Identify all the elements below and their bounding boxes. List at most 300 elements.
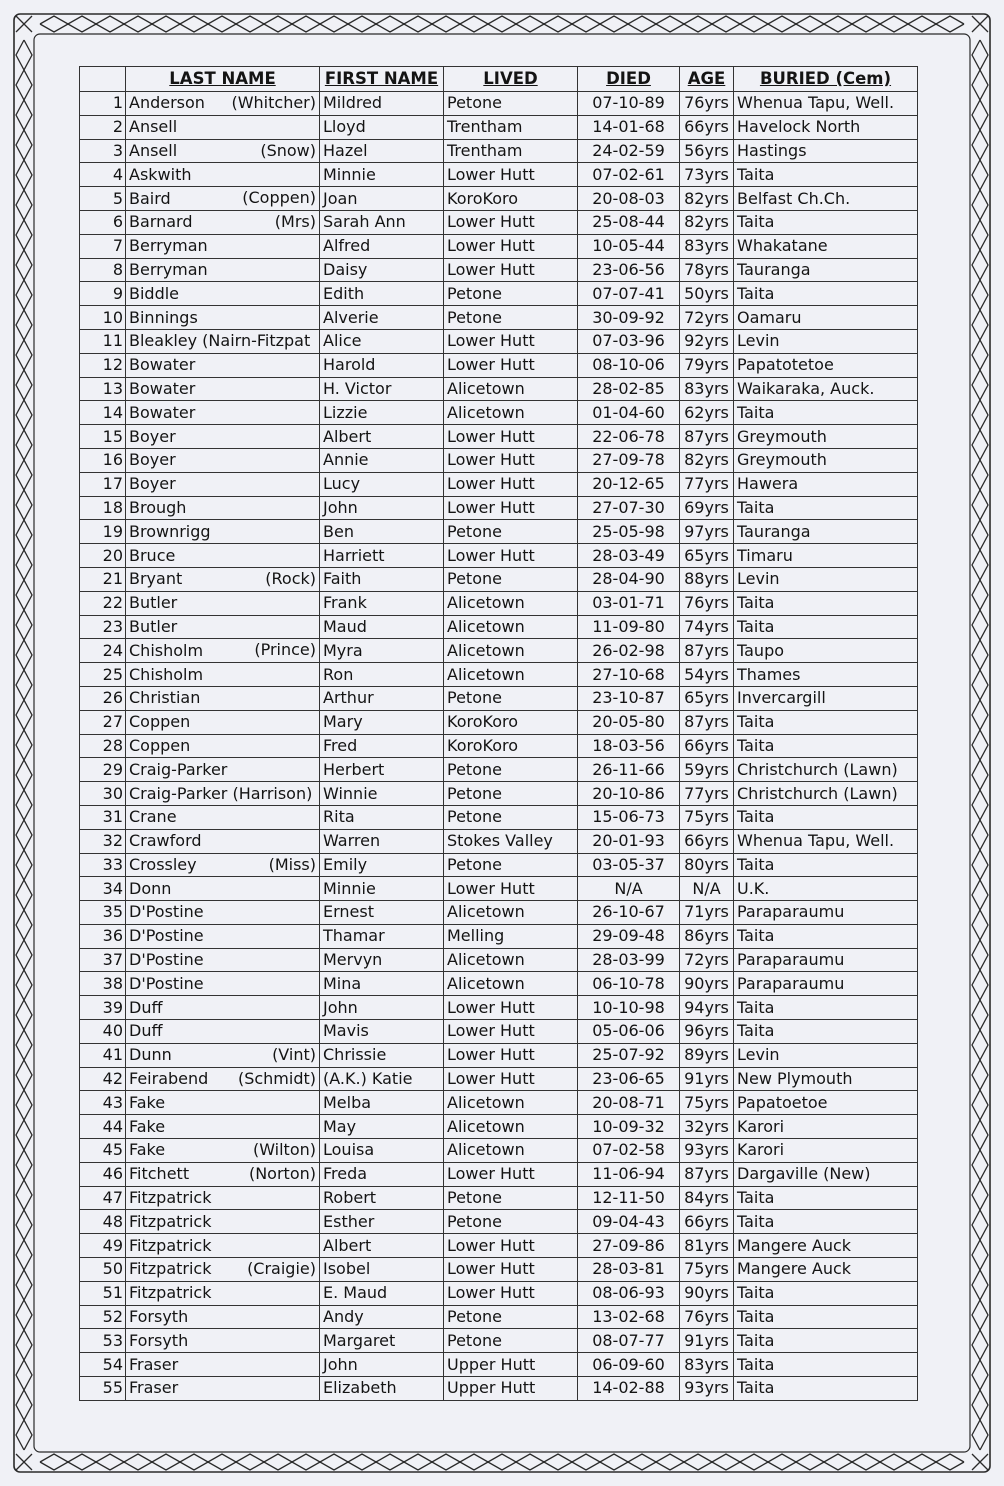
last-name-text: Ansell bbox=[129, 140, 178, 160]
died-cell: 20-08-03 bbox=[578, 187, 680, 211]
died-cell: 09-04-43 bbox=[578, 1210, 680, 1234]
last-name-cell bbox=[126, 496, 320, 520]
first-name-cell: Albert bbox=[320, 425, 444, 449]
age-cell: 87yrs bbox=[680, 639, 734, 663]
lived-cell: Lower Hutt bbox=[444, 210, 578, 234]
lived-cell: Alicetown bbox=[444, 663, 578, 687]
age-cell: 84yrs bbox=[680, 1186, 734, 1210]
age-cell: 66yrs bbox=[680, 115, 734, 139]
buried-cell: Taita bbox=[734, 1210, 918, 1234]
buried-cell: Taita bbox=[734, 401, 918, 425]
first-name-cell: Emily bbox=[320, 853, 444, 877]
first-name-cell: Ben bbox=[320, 520, 444, 544]
lived-cell: Lower Hutt bbox=[444, 448, 578, 472]
last-name-text: Crane bbox=[129, 807, 177, 827]
age-cell: 91yrs bbox=[680, 1329, 734, 1353]
last-name-cell bbox=[126, 258, 320, 282]
age-cell: 80yrs bbox=[680, 853, 734, 877]
row-number: 46 bbox=[80, 1162, 126, 1186]
last-name-cell bbox=[126, 329, 320, 353]
row-number: 16 bbox=[80, 448, 126, 472]
age-cell: 71yrs bbox=[680, 901, 734, 925]
last-name-cell bbox=[126, 924, 320, 948]
alternate-name-text: (Mrs) bbox=[274, 211, 316, 231]
table-row bbox=[80, 1115, 918, 1139]
buried-cell: Papatoetoe bbox=[734, 1091, 918, 1115]
lived-cell: Petone bbox=[444, 1210, 578, 1234]
row-number: 55 bbox=[80, 1377, 126, 1401]
died-cell: 25-05-98 bbox=[578, 520, 680, 544]
table-row bbox=[80, 805, 918, 829]
table-row bbox=[80, 544, 918, 568]
buried-cell: U.K. bbox=[734, 877, 918, 901]
last-name-text: Barnard bbox=[129, 212, 193, 232]
died-cell: 05-06-06 bbox=[578, 1020, 680, 1044]
first-name-cell: Mary bbox=[320, 710, 444, 734]
first-name-cell: Hazel bbox=[320, 139, 444, 163]
table-row bbox=[80, 520, 918, 544]
age-cell: 50yrs bbox=[680, 282, 734, 306]
row-number: 30 bbox=[80, 782, 126, 806]
table-row bbox=[80, 877, 918, 901]
died-cell: 10-09-32 bbox=[578, 1115, 680, 1139]
lived-cell: Alicetown bbox=[444, 401, 578, 425]
first-name-cell: Louisa bbox=[320, 1139, 444, 1163]
row-number: 25 bbox=[80, 663, 126, 687]
age-cell: 73yrs bbox=[680, 163, 734, 187]
last-name-cell bbox=[126, 234, 320, 258]
age-cell: 90yrs bbox=[680, 1281, 734, 1305]
lived-cell: Trentham bbox=[444, 115, 578, 139]
buried-cell: Taita bbox=[734, 710, 918, 734]
last-name-text: Boyer bbox=[129, 474, 176, 494]
buried-cell: Timaru bbox=[734, 544, 918, 568]
row-number: 26 bbox=[80, 686, 126, 710]
alternate-name-text: (Whitcher) bbox=[231, 93, 316, 112]
table-row bbox=[80, 972, 918, 996]
lived-cell: Alicetown bbox=[444, 901, 578, 925]
buried-cell: Taita bbox=[734, 591, 918, 615]
table-row bbox=[80, 948, 918, 972]
last-name-cell bbox=[126, 115, 320, 139]
table-row bbox=[80, 187, 918, 211]
buried-cell: Taita bbox=[734, 210, 918, 234]
died-cell: 30-09-92 bbox=[578, 306, 680, 330]
table-row bbox=[80, 567, 918, 591]
header-died: DIED bbox=[578, 67, 680, 92]
row-number: 11 bbox=[80, 329, 126, 353]
age-cell: 59yrs bbox=[680, 758, 734, 782]
row-number: 43 bbox=[80, 1091, 126, 1115]
row-number: 41 bbox=[80, 1043, 126, 1067]
age-cell: 74yrs bbox=[680, 615, 734, 639]
buried-cell: Taita bbox=[734, 1020, 918, 1044]
row-number: 54 bbox=[80, 1353, 126, 1377]
row-number: 38 bbox=[80, 972, 126, 996]
lived-cell: Alicetown bbox=[444, 972, 578, 996]
table-row bbox=[80, 782, 918, 806]
first-name-cell: Annie bbox=[320, 448, 444, 472]
buried-cell: Levin bbox=[734, 1043, 918, 1067]
last-name-text: Fake bbox=[129, 1092, 166, 1112]
died-cell: 26-02-98 bbox=[578, 639, 680, 663]
age-cell: 78yrs bbox=[680, 258, 734, 282]
died-cell: 20-10-86 bbox=[578, 782, 680, 806]
first-name-cell: Esther bbox=[320, 1210, 444, 1234]
died-cell: 20-12-65 bbox=[578, 472, 680, 496]
row-number: 12 bbox=[80, 353, 126, 377]
first-name-cell: John bbox=[320, 1353, 444, 1377]
age-cell: 65yrs bbox=[680, 544, 734, 568]
table-row bbox=[80, 1329, 918, 1353]
first-name-cell: Freda bbox=[320, 1162, 444, 1186]
row-number: 28 bbox=[80, 734, 126, 758]
first-name-cell: Thamar bbox=[320, 924, 444, 948]
died-cell: 28-03-99 bbox=[578, 948, 680, 972]
buried-cell: Taita bbox=[734, 496, 918, 520]
lived-cell: Lower Hutt bbox=[444, 1162, 578, 1186]
table-row bbox=[80, 1043, 918, 1067]
age-cell: 81yrs bbox=[680, 1234, 734, 1258]
row-number: 6 bbox=[80, 210, 126, 234]
lived-cell: Lower Hutt bbox=[444, 877, 578, 901]
lived-cell: KoroKoro bbox=[444, 187, 578, 211]
age-cell: 79yrs bbox=[680, 353, 734, 377]
row-number: 35 bbox=[80, 901, 126, 925]
lived-cell: Lower Hutt bbox=[444, 163, 578, 187]
row-number: 34 bbox=[80, 877, 126, 901]
last-name-cell bbox=[126, 901, 320, 925]
died-cell: 14-01-68 bbox=[578, 115, 680, 139]
buried-cell: Christchurch (Lawn) bbox=[734, 782, 918, 806]
buried-cell: Taita bbox=[734, 853, 918, 877]
last-name-cell bbox=[126, 1353, 320, 1377]
row-number: 51 bbox=[80, 1281, 126, 1305]
last-name-cell bbox=[126, 1234, 320, 1258]
table-row bbox=[80, 853, 918, 877]
last-name-text: Duff bbox=[129, 997, 163, 1017]
last-name-cell bbox=[126, 710, 320, 734]
age-cell: 75yrs bbox=[680, 805, 734, 829]
buried-cell: Karori bbox=[734, 1115, 918, 1139]
last-name-text: Christian bbox=[129, 688, 201, 708]
first-name-cell: (A.K.) Katie bbox=[320, 1067, 444, 1091]
died-cell: 28-03-81 bbox=[578, 1258, 680, 1282]
row-number: 19 bbox=[80, 520, 126, 544]
age-cell: 54yrs bbox=[680, 663, 734, 687]
table-row bbox=[80, 92, 918, 116]
lived-cell: Lower Hutt bbox=[444, 472, 578, 496]
first-name-cell: Joan bbox=[320, 187, 444, 211]
row-number: 37 bbox=[80, 948, 126, 972]
table-row bbox=[80, 163, 918, 187]
last-name-text: Fitzpatrick bbox=[129, 1283, 212, 1303]
last-name-cell bbox=[126, 92, 320, 116]
table-row bbox=[80, 758, 918, 782]
died-cell: 12-11-50 bbox=[578, 1186, 680, 1210]
died-cell: 07-02-61 bbox=[578, 163, 680, 187]
age-cell: 91yrs bbox=[680, 1067, 734, 1091]
table-row bbox=[80, 1305, 918, 1329]
died-cell: 08-07-77 bbox=[578, 1329, 680, 1353]
table-row bbox=[80, 496, 918, 520]
row-number: 42 bbox=[80, 1067, 126, 1091]
age-cell: 76yrs bbox=[680, 591, 734, 615]
table-row bbox=[80, 377, 918, 401]
last-name-cell bbox=[126, 1115, 320, 1139]
table-row bbox=[80, 615, 918, 639]
first-name-cell: Fred bbox=[320, 734, 444, 758]
buried-cell: Oamaru bbox=[734, 306, 918, 330]
table-row bbox=[80, 282, 918, 306]
header-first-name: FIRST NAME bbox=[320, 67, 444, 92]
table-row bbox=[80, 686, 918, 710]
buried-cell: Mangere Auck bbox=[734, 1258, 918, 1282]
died-cell: 13-02-68 bbox=[578, 1305, 680, 1329]
last-name-cell bbox=[126, 1186, 320, 1210]
last-name-cell bbox=[126, 1020, 320, 1044]
last-name-text: Berryman bbox=[129, 259, 208, 279]
table-row bbox=[80, 258, 918, 282]
last-name-text: Donn bbox=[129, 878, 172, 898]
table-row bbox=[80, 1186, 918, 1210]
last-name-text: Fake bbox=[129, 1116, 166, 1136]
lived-cell: Lower Hutt bbox=[444, 258, 578, 282]
lived-cell: Petone bbox=[444, 758, 578, 782]
first-name-cell: Daisy bbox=[320, 258, 444, 282]
buried-cell: Hawera bbox=[734, 472, 918, 496]
last-name-text: Fitzpatrick bbox=[129, 1235, 212, 1255]
lived-cell: KoroKoro bbox=[444, 710, 578, 734]
table-row bbox=[80, 448, 918, 472]
age-cell: 97yrs bbox=[680, 520, 734, 544]
last-name-cell bbox=[126, 567, 320, 591]
lived-cell: Alicetown bbox=[444, 591, 578, 615]
last-name-cell bbox=[126, 1281, 320, 1305]
died-cell: 20-01-93 bbox=[578, 829, 680, 853]
buried-cell: Hastings bbox=[734, 139, 918, 163]
table-row bbox=[80, 139, 918, 163]
alternate-name-text: (Miss) bbox=[268, 854, 316, 874]
lived-cell: Alicetown bbox=[444, 1139, 578, 1163]
lived-cell: Alicetown bbox=[444, 377, 578, 401]
died-cell: 11-09-80 bbox=[578, 615, 680, 639]
table-body bbox=[80, 92, 918, 1401]
lived-cell: Trentham bbox=[444, 139, 578, 163]
age-cell: 77yrs bbox=[680, 782, 734, 806]
last-name-cell bbox=[126, 615, 320, 639]
buried-cell: Taita bbox=[734, 805, 918, 829]
buried-cell: Taita bbox=[734, 1353, 918, 1377]
last-name-text: Craig-Parker (Harrison) bbox=[129, 783, 313, 803]
row-number: 5 bbox=[80, 187, 126, 211]
buried-cell: Christchurch (Lawn) bbox=[734, 758, 918, 782]
lived-cell: Stokes Valley bbox=[444, 829, 578, 853]
last-name-text: Ansell bbox=[129, 117, 178, 137]
row-number: 40 bbox=[80, 1020, 126, 1044]
buried-cell: Paraparaumu bbox=[734, 972, 918, 996]
buried-cell: Taita bbox=[734, 1281, 918, 1305]
first-name-cell: Sarah Ann bbox=[320, 210, 444, 234]
last-name-text: Bryant bbox=[129, 569, 183, 589]
buried-cell: Greymouth bbox=[734, 425, 918, 449]
last-name-cell bbox=[126, 1162, 320, 1186]
age-cell: 87yrs bbox=[680, 710, 734, 734]
last-name-text: Bowater bbox=[129, 402, 196, 422]
row-number: 45 bbox=[80, 1139, 126, 1163]
last-name-cell bbox=[126, 1210, 320, 1234]
last-name-cell bbox=[126, 948, 320, 972]
lived-cell: Lower Hutt bbox=[444, 996, 578, 1020]
row-number: 50 bbox=[80, 1258, 126, 1282]
last-name-text: Fitzpatrick bbox=[129, 1211, 212, 1231]
age-cell: 87yrs bbox=[680, 1162, 734, 1186]
row-number: 10 bbox=[80, 306, 126, 330]
lived-cell: Petone bbox=[444, 306, 578, 330]
age-cell: 32yrs bbox=[680, 1115, 734, 1139]
last-name-text: Fake bbox=[129, 1140, 166, 1160]
alternate-name-text: (Prince) bbox=[254, 640, 316, 660]
last-name-cell bbox=[126, 139, 320, 163]
table-row bbox=[80, 210, 918, 234]
lived-cell: Petone bbox=[444, 1329, 578, 1353]
first-name-cell: Chrissie bbox=[320, 1043, 444, 1067]
row-number: 33 bbox=[80, 853, 126, 877]
table-row bbox=[80, 1139, 918, 1163]
last-name-text: Binnings bbox=[129, 307, 198, 327]
row-number: 17 bbox=[80, 472, 126, 496]
row-number: 44 bbox=[80, 1115, 126, 1139]
buried-cell: Greymouth bbox=[734, 448, 918, 472]
table-row bbox=[80, 663, 918, 687]
last-name-cell bbox=[126, 972, 320, 996]
row-number: 53 bbox=[80, 1329, 126, 1353]
died-cell: 20-08-71 bbox=[578, 1091, 680, 1115]
died-cell: 25-07-92 bbox=[578, 1043, 680, 1067]
age-cell: 86yrs bbox=[680, 924, 734, 948]
lived-cell: Lower Hutt bbox=[444, 544, 578, 568]
buried-cell: Taita bbox=[734, 615, 918, 639]
buried-cell: Taita bbox=[734, 924, 918, 948]
table-row bbox=[80, 734, 918, 758]
first-name-cell: Mervyn bbox=[320, 948, 444, 972]
first-name-cell: Andy bbox=[320, 1305, 444, 1329]
header-age: AGE bbox=[680, 67, 734, 92]
died-cell: 23-10-87 bbox=[578, 686, 680, 710]
header-number bbox=[80, 67, 126, 92]
died-cell: 25-08-44 bbox=[578, 210, 680, 234]
row-number: 47 bbox=[80, 1186, 126, 1210]
died-cell: 10-10-98 bbox=[578, 996, 680, 1020]
last-name-text: Boyer bbox=[129, 450, 176, 470]
table-row bbox=[80, 1210, 918, 1234]
first-name-cell: Mildred bbox=[320, 92, 444, 116]
table-row bbox=[80, 1091, 918, 1115]
table-row bbox=[80, 1353, 918, 1377]
table-row bbox=[80, 1162, 918, 1186]
age-cell: 65yrs bbox=[680, 686, 734, 710]
last-name-cell bbox=[126, 306, 320, 330]
row-number: 29 bbox=[80, 758, 126, 782]
last-name-cell bbox=[126, 663, 320, 687]
died-cell: 27-07-30 bbox=[578, 496, 680, 520]
died-cell: 18-03-56 bbox=[578, 734, 680, 758]
died-cell: 03-05-37 bbox=[578, 853, 680, 877]
age-cell: 96yrs bbox=[680, 1020, 734, 1044]
row-number: 18 bbox=[80, 496, 126, 520]
buried-cell: Taita bbox=[734, 734, 918, 758]
age-cell: 76yrs bbox=[680, 92, 734, 116]
last-name-text: D'Postine bbox=[129, 926, 204, 946]
last-name-cell bbox=[126, 829, 320, 853]
age-cell: 69yrs bbox=[680, 496, 734, 520]
table-row bbox=[80, 1020, 918, 1044]
age-cell: 83yrs bbox=[680, 1353, 734, 1377]
lived-cell: Petone bbox=[444, 282, 578, 306]
died-cell: 06-09-60 bbox=[578, 1353, 680, 1377]
age-cell: 72yrs bbox=[680, 948, 734, 972]
last-name-text: Bowater bbox=[129, 355, 196, 375]
last-name-cell bbox=[126, 401, 320, 425]
died-cell: 23-06-65 bbox=[578, 1067, 680, 1091]
lived-cell: Petone bbox=[444, 1305, 578, 1329]
alternate-name-text: (Snow) bbox=[260, 140, 316, 160]
first-name-cell: Albert bbox=[320, 1234, 444, 1258]
first-name-cell: Harold bbox=[320, 353, 444, 377]
lived-cell: Petone bbox=[444, 853, 578, 877]
last-name-cell bbox=[126, 520, 320, 544]
row-number: 21 bbox=[80, 567, 126, 591]
burial-records-table bbox=[79, 66, 918, 1401]
alternate-name-text: (Craigie) bbox=[247, 1259, 316, 1279]
first-name-cell: H. Victor bbox=[320, 377, 444, 401]
last-name-text: Baird bbox=[129, 188, 171, 208]
lived-cell: Lower Hutt bbox=[444, 1043, 578, 1067]
died-cell: 10-05-44 bbox=[578, 234, 680, 258]
died-cell: N/A bbox=[578, 877, 680, 901]
last-name-cell bbox=[126, 1329, 320, 1353]
died-cell: 23-06-56 bbox=[578, 258, 680, 282]
first-name-cell: Lucy bbox=[320, 472, 444, 496]
lived-cell: Lower Hutt bbox=[444, 496, 578, 520]
first-name-cell: Alice bbox=[320, 329, 444, 353]
buried-cell: Taita bbox=[734, 996, 918, 1020]
last-name-cell bbox=[126, 1377, 320, 1401]
first-name-cell: Alfred bbox=[320, 234, 444, 258]
died-cell: 29-09-48 bbox=[578, 924, 680, 948]
last-name-text: Fraser bbox=[129, 1378, 179, 1398]
row-number: 9 bbox=[80, 282, 126, 306]
lived-cell: Lower Hutt bbox=[444, 329, 578, 353]
last-name-cell bbox=[126, 996, 320, 1020]
buried-cell: Whakatane bbox=[734, 234, 918, 258]
last-name-cell bbox=[126, 448, 320, 472]
last-name-text: D'Postine bbox=[129, 973, 204, 993]
died-cell: 07-02-58 bbox=[578, 1139, 680, 1163]
records-table-container bbox=[79, 66, 917, 1401]
buried-cell: Taita bbox=[734, 1377, 918, 1401]
first-name-cell: Harriett bbox=[320, 544, 444, 568]
lived-cell: Melling bbox=[444, 924, 578, 948]
age-cell: 77yrs bbox=[680, 472, 734, 496]
table-row bbox=[80, 472, 918, 496]
buried-cell: Belfast Ch.Ch. bbox=[734, 187, 918, 211]
last-name-cell bbox=[126, 734, 320, 758]
age-cell: 94yrs bbox=[680, 996, 734, 1020]
died-cell: 22-06-78 bbox=[578, 425, 680, 449]
age-cell: 66yrs bbox=[680, 734, 734, 758]
row-number: 7 bbox=[80, 234, 126, 258]
